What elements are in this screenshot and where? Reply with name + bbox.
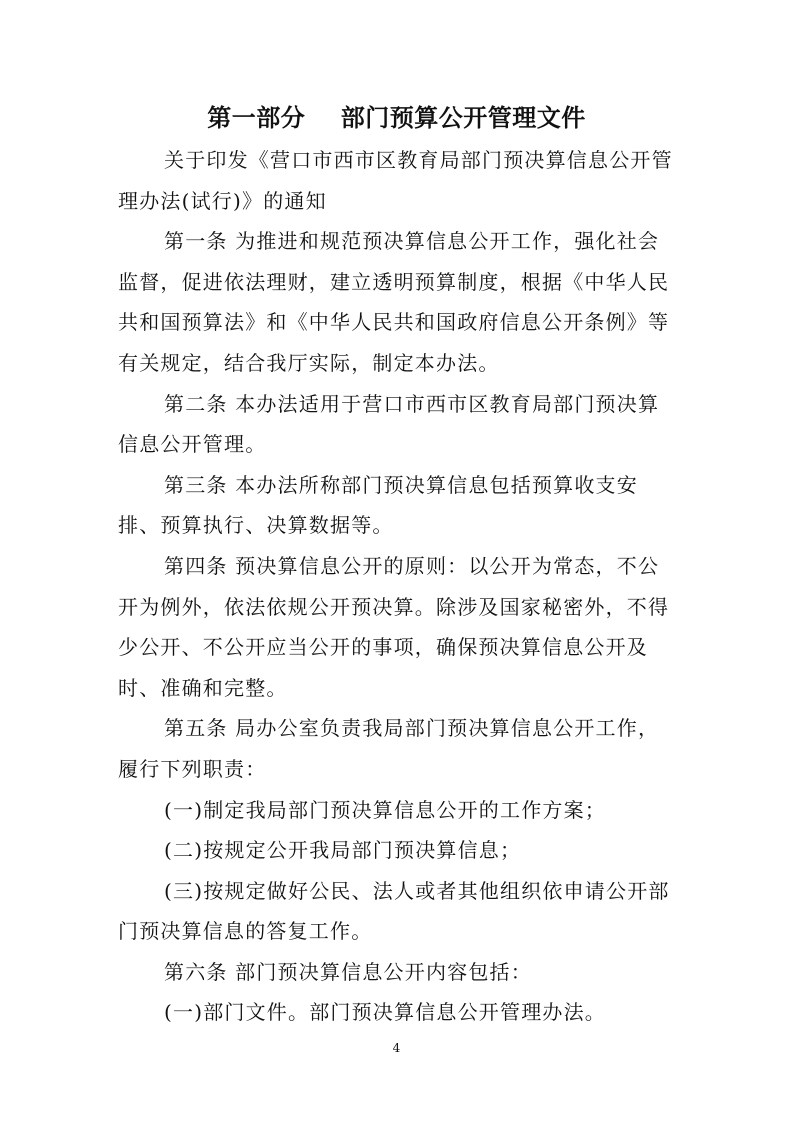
page-title: 第一部分 部门预算公开管理文件 [207, 104, 586, 132]
paragraph-article-1: 第一条 为推进和规范预决算信息公开工作，强化社会监督，促进依法理财，建立透明预算制度，根据《中华人民共和国预算法》和《中华人民共和国政府信息公开条例》等有关规定，结合我厅实际，制定本办法。 [118, 229, 670, 375]
paragraph-duty-2: (二)按规定公开我局部门预决算信息； [164, 838, 522, 863]
paragraph-article-4: 第四条 预决算信息公开的原则：以公开为常态，不公开为例外，依法依规公开预决算。除涉及国家秘密外，不得少公开、不公开应当公开的事项，确保预决算信息公开及时、准确和完整。 [118, 553, 670, 700]
paragraph-article-3: 第三条 本办法所称部门预决算信息包括预算收支安排、预算执行、决算数据等。 [118, 472, 638, 538]
paragraph-content-1: (一)部门文件。部门预决算信息公开管理办法。 [164, 1000, 607, 1025]
paragraph-article-6: 第六条 部门预决算信息公开内容包括： [164, 959, 532, 984]
paragraph-article-5: 第五条 局办公室负责我局部门预决算信息公开工作，履行下列职责： [118, 716, 660, 781]
paragraph-notice-title: 关于印发《营口市西市区教育局部门预决算信息公开管理办法(试行)》的通知 [118, 148, 673, 213]
document-body [118, 140, 678, 1033]
paragraph-duty-1: (一)制定我局部门预决算信息公开的工作方案； [164, 797, 607, 822]
paragraph-duty-3: (三)按规定做好公民、法人或者其他组织依申请公开部门预决算信息的答复工作。 [118, 878, 670, 944]
page-number: 4 [392, 1041, 401, 1055]
paragraph-article-2: 第二条 本办法适用于营口市西市区教育局部门预决算信息公开管理。 [118, 391, 660, 457]
